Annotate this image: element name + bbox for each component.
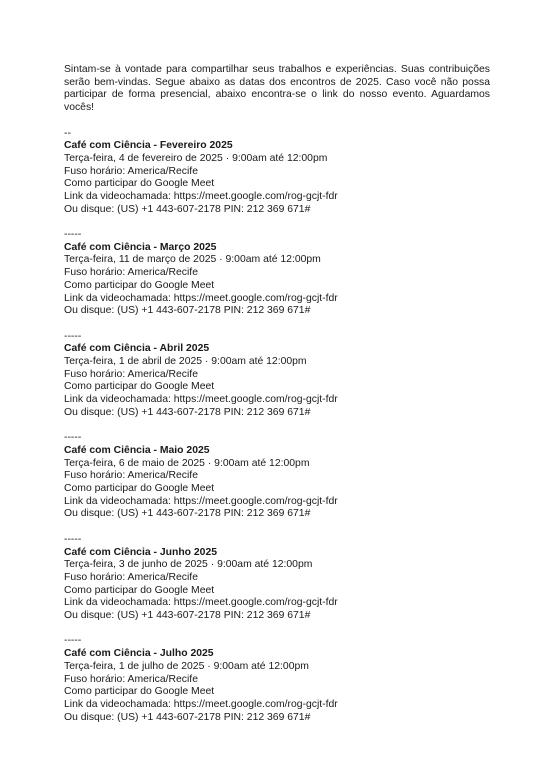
event-phone: Ou disque: (US) +1 443-607-2178 PIN: 212 369 671# [64,406,311,418]
event-block-may [64,432,490,521]
event-how-to-join: Como participar do Google Meet [64,178,215,190]
event-separator: ----- [64,635,82,647]
spacer [64,216,490,229]
event-date: Terça-feira, 1 de julho de 2025 · 9:00am até 12:00pm [64,660,309,672]
event-phone: Ou disque: (US) +1 443-607-2178 PIN: 212 369 671# [64,610,311,622]
document-page [64,64,490,724]
event-how-to-join: Como participar do Google Meet [64,686,215,698]
event-phone: Ou disque: (US) +1 443-607-2178 PIN: 212 369 671# [64,305,311,317]
event-block-april [64,331,490,420]
event-phone: Ou disque: (US) +1 443-607-2178 PIN: 212 369 671# [64,508,311,520]
event-title: Café com Ciência - Julho 2025 [64,648,214,660]
event-separator: ----- [64,229,82,241]
event-block-march [64,229,490,318]
event-date: Terça-feira, 6 de maio de 2025 · 9:00am até 12:00pm [64,457,310,469]
spacer [64,521,490,534]
event-date: Terça-feira, 4 de fevereiro de 2025 · 9:00am até 12:00pm [64,152,328,164]
event-block-july [64,635,490,724]
event-meet-link[interactable]: Link da videochamada: https://meet.google.com/rog-gcjt-fdr [64,191,338,202]
event-separator: ----- [64,432,82,444]
event-meet-link[interactable]: Link da videochamada: https://meet.google.com/rog-gcjt-fdr [64,495,338,507]
spacer [64,623,490,636]
event-timezone: Fuso horário: America/Recife [64,470,198,482]
event-meet-link[interactable]: Link da videochamada: https://meet.google.com/rog-gcjt-fdr [64,698,338,710]
event-how-to-join: Como participar do Google Meet [64,381,215,393]
event-date: Terça-feira, 1 de abril de 2025 · 9:00am até 12:00pm [64,356,307,368]
event-title: Café com Ciência - Fevereiro 2025 [64,140,233,152]
event-meet-link[interactable]: Link da videochamada: https://meet.google.com/rog-gcjt-fdr [64,394,338,406]
event-timezone: Fuso horário: America/Recife [64,673,198,685]
event-phone: Ou disque: (US) +1 443-607-2178 PIN: 212 369 671# [64,711,311,723]
spacer [64,420,490,433]
event-timezone: Fuso horário: America/Recife [64,165,198,177]
event-date: Terça-feira, 11 de março de 2025 · 9:00am até 12:00pm [64,254,321,266]
event-timezone: Fuso horário: America/Recife [64,368,198,380]
event-how-to-join: Como participar do Google Meet [64,483,215,495]
event-how-to-join: Como participar do Google Meet [64,279,215,291]
event-title: Café com Ciência - Março 2025 [64,241,217,253]
event-separator: ----- [64,533,82,545]
event-meet-link[interactable]: Link da videochamada: https://meet.google.com/rog-gcjt-fdr [64,597,338,609]
event-title: Café com Ciência - Abril 2025 [64,343,210,355]
event-separator: -- [64,127,71,139]
event-block-june [64,534,490,623]
intro-paragraph: Sintam-se à vontade para compartilhar seus trabalhos e experiências. Suas contribuições serão bem-vindas. Segue abaixo as datas dos encontros de 2025. Caso você não possa participar de forma presencial, abaixo encontra-se o link do nosso evento. Aguardamos vocês! [64,64,490,114]
event-meet-link[interactable]: Link da videochamada: https://meet.google.com/rog-gcjt-fdr [64,292,338,304]
event-separator: ----- [64,330,82,342]
event-timezone: Fuso horário: America/Recife [64,267,198,279]
spacer [64,115,490,128]
event-title: Café com Ciência - Junho 2025 [64,546,218,558]
event-date: Terça-feira, 3 de junho de 2025 · 9:00am até 12:00pm [64,559,313,571]
event-block-february [64,128,490,217]
event-phone: Ou disque: (US) +1 443-607-2178 PIN: 212 369 671# [64,203,311,215]
event-title: Café com Ciência - Maio 2025 [64,444,210,456]
spacer [64,318,490,331]
event-timezone: Fuso horário: America/Recife [64,571,198,583]
event-how-to-join: Como participar do Google Meet [64,584,215,596]
